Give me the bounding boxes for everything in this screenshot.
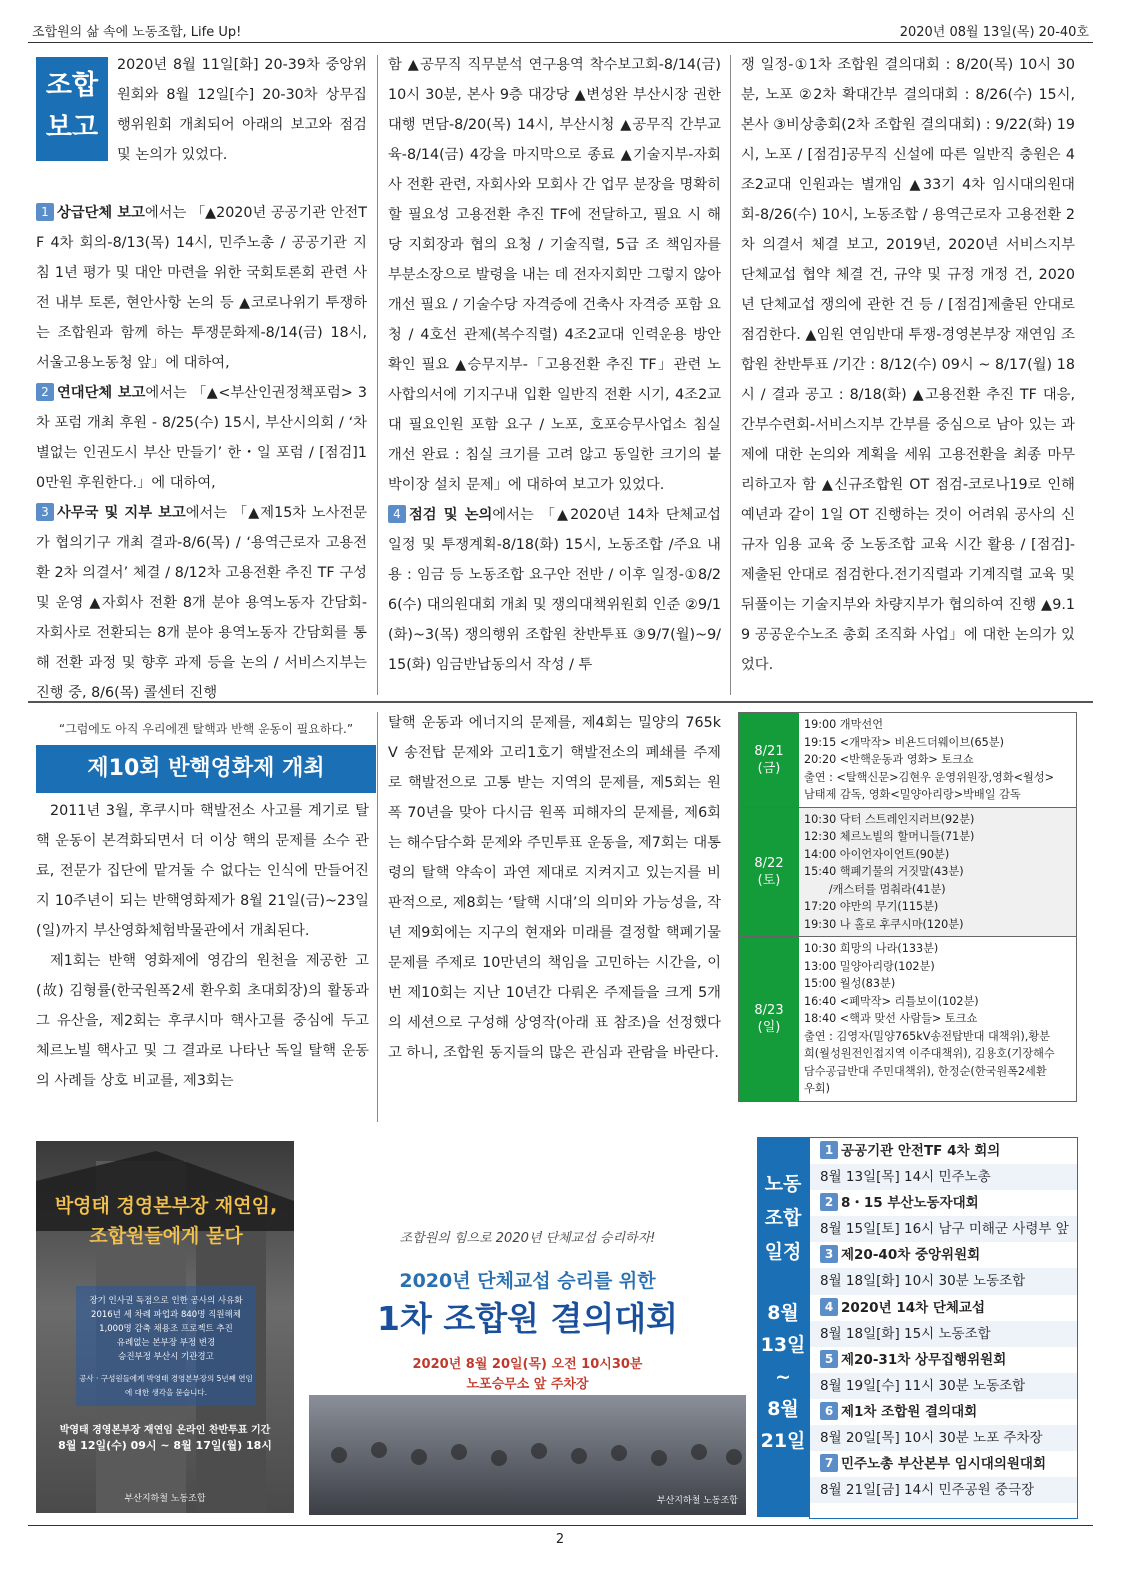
- header-issue-date: 2020년 08월 13일(목) 20-40호: [899, 25, 1089, 40]
- report-section-1: [36, 198, 367, 378]
- film-paragraph: 2011년 3월, 후쿠시마 핵발전소 사고를 계기로 탈핵 운동이 본격화되면서 더 이상 핵의 문제를 소수 관료, 전문가 집단에 맡겨둘 수 없다는 인식에 만들어진지 10주년이 되는 반핵영화제가 8월 21일(금)~23일(일)까지 부산영화체험박물관에서 개최된다.: [36, 803, 369, 939]
- schedule-item: 12:30 체르노빌의 할머니들(71분): [804, 830, 975, 843]
- column-divider: [377, 55, 378, 695]
- schedule-item: 19:30 나 홀로 후쿠시마(120분): [804, 917, 964, 931]
- report-section-4-continued: 쟁 일정-①1차 조합원 결의대회 : 8/20(목) 10시 30분, 노포 ②2차 확대간부 결의대회 : 8/26(수) 15시, 본사 ③비상총회(2차 조합원 결의대회) : 9/22(화) 19시, 노포 / [점검]공무직 신설에 따른 일반직 충원은 4조2교대 인원과는 별개임 ▲33기 4차 임시대의원대회-8/26(수) 10시, 노동조합 / 용역근로자 고용전환 2차 의결서 체결 보고, 2019년, 2020년 서비스지부 단체교섭 협약 체결 건, 규약 및 규정 개정 건, 2020년 단체교섭 쟁의에 관한 건 등 / [점검]제출된 안대로 점검한다. ▲임원 연임반대 투쟁-경영본부장 재연임 조합원 찬반투표 /기간 : 8/12(수) 09시 ~ 8/17(월) 18시 / 결과 공고 : 8/18(화) ▲고용전환 추진 TF 대응, 간부수련회-서비스지부 간부를 중심으로 남아 있는 과제에 대한 논의와 계획을 세워 고용전환을 최종 마무리하고자 함 ▲신규조합원 OT 점검-코로나19로 인해 예년과 같이 1일 OT 진행하는 것이 어려워 공사의 신규자 임용 교육 중 노동조합 교육 시간 활용 / [점검]-제출된 안대로 점검한다.전기직렬과 기계직렬 교육 및 뒤풀이는 기술지부와 차량지부가 협의하여 진행 ▲9.19 공공운수노조 총회 조직화 사업」에 대한 논의가 있었다.: [741, 57, 1075, 673]
- section-number-badge: 4: [388, 505, 406, 523]
- section-body: 에서는 「▲제15차 노사전문가 협의기구 개최 결과-8/6(목) / ‘용역근로자 고용전환 2차 의결서’ 체결 / 8/12차 고용전환 추진 TF 구성 및 운영 ▲자회사 전환 8개 분야 용역노동자 간담회-자회사로 전환되는 8개 분야 용역노동자 간담회를 통해 전환 과정 및 향후 과제 등을 논의 / 서비스지부는 진행 중, 8/6(목) 콜센터 진행: [36, 505, 368, 701]
- union-logo-text: 부산지하철 노동조합: [656, 1496, 738, 1506]
- section-title: 상급단체 보고: [57, 205, 145, 221]
- section-body: 에서는 「▲2020년 14차 단체교섭 일정 및 투쟁계획-8/18(화) 15시, 노동조합 /주요 내용 : 임금 등 노동조합 요구안 전반 / 이후 일정-①8/26(수) 대의원대회 개최 및 쟁의대책위원회 인준 ②9/1(화)~3(목) 쟁의행위 조합원 찬반투표 ③9/7(월)~9/15(화) 임금반납동의서 작성 / 투: [388, 507, 721, 673]
- section-number-badge: 3: [36, 503, 54, 521]
- schedule-item: 출연 : <탈핵신문>김현우 운영위원장,영화<월성>: [804, 770, 1055, 784]
- report-title-box: [36, 57, 108, 161]
- film-paragraph: 제1회는 반핵 영화제에 영감의 원천을 제공한 고(故) 김형률(한국원폭2세 환우회 초대회장)의 활동과 그 유산을, 제2회는 후쿠시마 핵사고를 중심에 두고 체르노빌 핵사고 및 그 결과로 나타난 독일 탈핵 운동의 사례들 상호 비교를, 제3회는: [36, 953, 369, 1089]
- union-schedule-list: [809, 1137, 1078, 1519]
- vote-poster-headline: 박영태 경영본부장 재연임, 조합원들에게 묻다: [54, 1195, 278, 1247]
- report-section-3-continued: 함 ▲공무직 직무분석 연구용역 착수보고회-8/14(금) 10시 30분, 본사 9층 대강당 ▲변성완 부산시장 권한대행 면담-8/20(목) 14시, 부산시청 ▲공무직 간부교육-8/14(금) 4강을 마지막으로 종료 ▲기술지부-자회사 전환 관련, 자회사와 모회사 간 업무 분장을 명확히 할 필요성 고용전환 추진 TF에 전달하고, 필요 시 해당 지회장과 협의 요청 / 기술직렬, 5급 조 책임자를 부분소장으로 발령을 내는 데 전자지회만 그렇지 않아 개선 필요 / 기술수당 자격증에 건축사 자격증 포함 요청 / 4호선 관제(복수직렬) 4조2교대 인력운용 방안 확인 필요 ▲승무지부-「고용전환 추진 TF」관련 노사합의서에 기지구내 입환 일반직 전환 시기, 4조2교대 필요인원 포함 요구 / 노포, 호포승무사업소 침실 개선 완료 : 침실 크기를 고려 않고 동일한 크기의 붙박이장 설치 문제」에 대하여 보고가 있었다.: [388, 57, 721, 493]
- schedule-item-title: 5 제20-31차 상무집행위원회: [810, 1347, 1077, 1373]
- footer-divider: [28, 1525, 1093, 1526]
- schedule-item: 18:40 <핵과 맞선 사람들> 토크쇼: [804, 1012, 978, 1025]
- schedule-item-detail: 8월 15일[토] 16시 남구 미해군 사령부 앞: [810, 1216, 1077, 1242]
- report-section-4: [388, 500, 721, 680]
- rally-title-line2: 1차 조합원 결의대회: [377, 1299, 678, 1338]
- column-divider: [730, 55, 731, 695]
- film-quote: “그럼에도 아직 우리에겐 탈핵과 반핵 운동이 필요하다.”: [58, 722, 354, 736]
- page-number: 2: [555, 1532, 565, 1547]
- schedule-item: 희(월성원전인접지역 이주대책위), 김용호(기장해수: [804, 1047, 1055, 1060]
- schedule-item: 출연 : 김영자(밀양765kV송전탑반대 대책위),황분: [804, 1029, 1050, 1043]
- union-schedule-period: 8월 13일 ~ 8월 21일: [760, 1302, 806, 1452]
- schedule-item-detail: 8월 21일[금] 14시 민주공원 중극장: [810, 1477, 1077, 1503]
- section-divider: [28, 701, 1093, 703]
- schedule-items: [799, 808, 1076, 937]
- schedule-item-detail: 8월 20일[목] 10시 30분 노포 주차장: [810, 1425, 1077, 1451]
- union-schedule-side: 노동 조합 일정 8월 13일 ~ 8월 21일: [757, 1137, 809, 1517]
- section-number-badge: 2: [36, 383, 54, 401]
- schedule-item: 남태제 감독, 영화<밀양아리랑>박배일 감독: [804, 788, 1021, 801]
- section-title: 사무국 및 지부 보고: [57, 505, 186, 521]
- schedule-row: [739, 808, 1076, 938]
- film-paragraph: 탈핵 운동과 에너지의 문제를, 제4회는 밀양의 765kV 송전탑 문제와 고리1호기 핵발전소의 폐쇄를 주제로 핵발전으로 고통 받는 지역의 문제를, 제5회는 원폭 70년을 맞아 다시금 원폭 피해자의 문제를, 제6회는 해수담수화 문제와 주민투표 운동을, 제7회는 대통령의 탈핵 약속이 과연 제대로 지켜지고 있는지를 비판적으로, 제8회는 ‘탈핵 시대’의 의미와 가능성을, 작년 제9회에는 지구의 현재와 미래를 결정할 핵폐기물 문제를 주제로 10만년의 책임을 고민하는 시간을, 이번 제10회는 지난 10년간 다뤄온 주제들을 크게 5개의 세션으로 구성해 상영작(아래 표 참조)을 선정했다고 하니, 조합원 동지들의 많은 관심과 관람을 바란다.: [388, 715, 721, 1061]
- schedule-item: 13:00 밀양아리랑(102분): [804, 959, 935, 973]
- schedule-day: 8/21 (금): [739, 713, 799, 807]
- vote-poster-reasons: 장기 인사권 독점으로 인한 공사의 사유화 2016년 세 차례 파업과 840명 직원해체 1,000명 감축 채용조 프로젝트 추진 유례없는 본부장 부정 변경 승진부정 부산시 기관경고 공사 · 구성원들에게 박영태 경영본부장의 5년째 연임에 대한 생각을 묻습니다.: [76, 1286, 256, 1406]
- schedule-item-title: 2 8・15 부산노동자대회: [810, 1190, 1077, 1216]
- schedule-item-title: 1 공공기관 안전TF 4차 회의: [810, 1138, 1077, 1164]
- schedule-item: 20:20 <반핵운동과 영화> 토크쇼: [804, 753, 974, 766]
- vote-period-title: 박영태 경영본부장 재연임 온라인 찬반투표 기간: [59, 1425, 271, 1436]
- schedule-items: [799, 713, 1076, 807]
- report-intro: 2020년 8월 11일[화] 20-39차 중앙위원회와 8월 12일[수] 20-30차 상무집행위원회 개최되어 아래의 보고와 점검 및 논의가 있었다.: [117, 57, 367, 163]
- schedule-item-title: 4 2020년 14차 단체교섭: [810, 1295, 1077, 1321]
- rally-place: 노포승무소 앞 주차장: [466, 1377, 589, 1392]
- schedule-item: 15:40 핵폐기물의 거짓말(43분): [804, 865, 964, 878]
- schedule-item-title: 6 제1차 조합원 결의대회: [810, 1399, 1077, 1425]
- schedule-item-detail: 8월 18일[화] 15시 노동조합: [810, 1321, 1077, 1347]
- report-title-line2: 보고: [45, 112, 99, 143]
- schedule-row: [739, 713, 1076, 808]
- film-schedule-table: [738, 712, 1077, 1102]
- report-column-2: [388, 50, 721, 680]
- schedule-item: 10:30 닥터 스트레인지러브(92분): [804, 812, 975, 826]
- schedule-item: 담수공급반대 주민대책위), 한정순(한국원폭2세환: [804, 1064, 1047, 1078]
- schedule-item: 14:00 아이언자이언트(90분): [804, 847, 950, 861]
- section-body: 에서는 「▲2020년 공공기관 안전TF 4차 회의-8/13(목) 14시, 민주노총 / 공공기관 지침 1년 평가 및 대안 마련을 위한 국회토론회 관련 사전 내부 토론, 현안사항 논의 등 ▲코로나위기 투쟁하는 조합원과 함께 하는 투쟁문화제-8/14(금) 18시, 서울고용노동청 앞」에 대하여,: [36, 205, 367, 371]
- film-article-col2: [388, 708, 721, 1068]
- header-slogan: 조합원의 삶 속에 노동조합, Life Up!: [32, 25, 242, 40]
- section-number-badge: 1: [36, 203, 54, 221]
- union-logo-text: 부산지하철 노동조합: [124, 1494, 206, 1504]
- schedule-day: 8/22 (토): [739, 808, 799, 937]
- rally-title-line1: 2020년 단체교섭 승리를 위한: [399, 1270, 656, 1292]
- rally-poster: [309, 1141, 746, 1515]
- schedule-item: 19:15 <개막작> 비욘드더웨이브(65분): [804, 735, 1004, 749]
- page-header: [28, 18, 1093, 43]
- schedule-item-detail: 8월 18일[화] 10시 30분 노동조합: [810, 1268, 1077, 1294]
- rally-date: 2020년 8월 20일(목) 오전 10시30분: [412, 1357, 643, 1372]
- schedule-item: 17:20 야만의 무기(115분): [804, 900, 939, 913]
- schedule-item: 10:30 희망의 나라(133분): [804, 942, 939, 955]
- vote-poster: [36, 1141, 294, 1513]
- rally-slogan: 조합원의 힘으로 2020년 단체교섭 승리하자!: [399, 1231, 656, 1246]
- schedule-item: /캐스터를 멈춰라(41분): [804, 882, 946, 896]
- section-title: 점검 및 논의: [409, 507, 493, 523]
- schedule-item: 16:40 <폐막작> 리틀보이(102분): [804, 994, 979, 1008]
- report-column-1: [36, 198, 367, 708]
- report-title-line1: 조합: [45, 70, 99, 101]
- section-title: 연대단체 보고: [57, 385, 146, 401]
- schedule-items: [799, 937, 1076, 1101]
- section-body: 에서는 「▲<부산인권정책포럼> 3차 포럼 개최 후원 - 8/25(수) 15시, 부산시의회 / ‘차별없는 인권도시 부산 만들기’ 한・일 포럼 / [점검]10만원 후원한다.」에 대하여,: [36, 385, 367, 491]
- schedule-item-detail: 8월 19일[수] 11시 30분 노동조합: [810, 1373, 1077, 1399]
- schedule-item-title: 7 민주노총 부산본부 임시대의원대회: [810, 1451, 1077, 1477]
- film-festival-title: 제10회 반핵영화제 개최: [36, 745, 376, 793]
- report-column-3: [741, 50, 1075, 680]
- film-article-col1: [36, 796, 369, 1096]
- schedule-item: 19:00 개막선언: [804, 718, 884, 731]
- schedule-item: 15:00 월성(83분): [804, 977, 896, 990]
- schedule-item-title: 3 제20-40차 중앙위원회: [810, 1242, 1077, 1268]
- column-divider: [377, 712, 378, 1122]
- report-section-3: [36, 498, 367, 708]
- schedule-item-detail: 8월 13일[목] 14시 민주노총: [810, 1164, 1077, 1190]
- vote-period: 8월 12일(수) 09시 ~ 8월 17일(월) 18시: [58, 1439, 272, 1452]
- report-section-2: [36, 378, 367, 498]
- schedule-item: 우회): [804, 1082, 830, 1095]
- schedule-row: [739, 937, 1076, 1101]
- schedule-day: 8/23 (일): [739, 937, 799, 1101]
